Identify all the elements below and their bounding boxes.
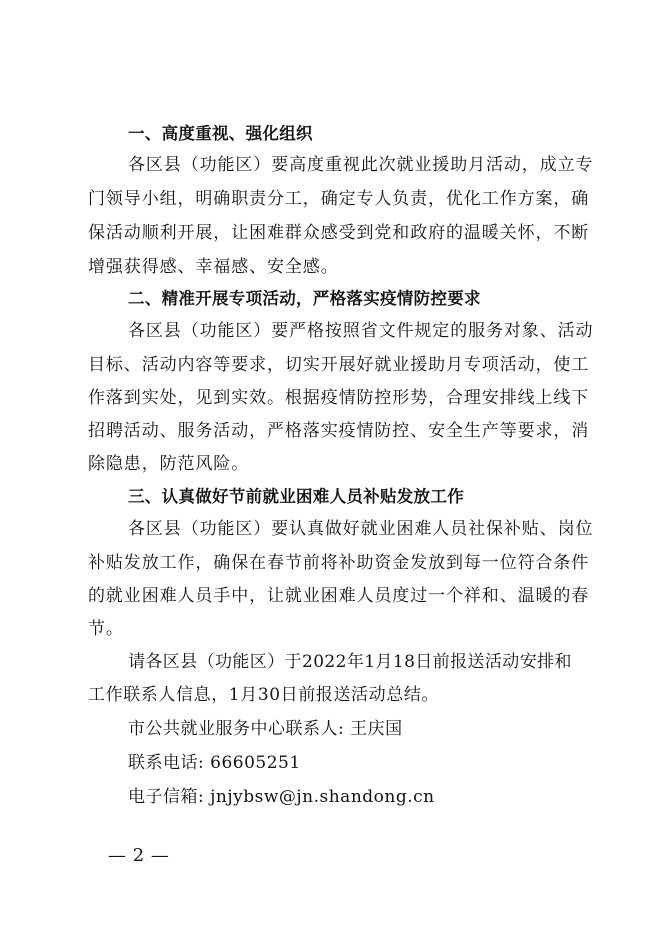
paragraph-line: 节。 (88, 619, 124, 639)
section-heading-1: 一、高度重视、强化组织 (128, 124, 313, 143)
paragraph-line: 招聘活动、服务活动，严格落实疫情防控、安全生产等要求，消 (88, 421, 590, 441)
paragraph-line: 门领导小组，明确职责分工，确定专人负责，优化工作方案，确 (88, 189, 590, 209)
paragraph-line: 除隐患，防范风险。 (88, 454, 250, 474)
contact-email: 电子信箱: jnjybsw@jn.shandong.cn (128, 787, 435, 807)
paragraph-line: 增强获得感、幸福感、安全感。 (88, 257, 339, 277)
paragraph-line: 作落到实处，见到实效。根据疫情防控形势，合理安排线上线下 (88, 388, 590, 408)
page-number: — 2 — (108, 845, 170, 866)
paragraph-line: 各区县（功能区）要高度重视此次就业援助月活动，成立专 (128, 155, 594, 175)
section-heading-3: 三、认真做好节前就业困难人员补贴发放工作 (128, 487, 464, 506)
paragraph-line: 的就业困难人员手中，让就业困难人员度过一个祥和、温暖的春 (88, 586, 590, 606)
notice-line: 请各区县（功能区）于2022年1月18日前报送活动安排和 (128, 652, 572, 672)
paragraph-line: 各区县（功能区）要严格按照省文件规定的服务对象、活动 (128, 321, 594, 341)
paragraph-line: 各区县（功能区）要认真做好就业困难人员社保补贴、岗位 (128, 519, 594, 539)
contact-person: 市公共就业服务中心联系人: 王庆国 (128, 719, 403, 739)
section-heading-2: 二、精准开展专项活动，严格落实疫情防控要求 (128, 289, 481, 308)
notice-line: 工作联系人信息，1月30日前报送活动总结。 (88, 685, 440, 705)
paragraph-line: 目标、活动内容等要求，切实开展好就业援助月专项活动，使工 (88, 355, 590, 375)
paragraph-line: 保活动顺利开展，让困难群众感受到党和政府的温暖关怀，不断 (88, 223, 590, 243)
contact-phone: 联系电话: 66605251 (128, 753, 301, 773)
paragraph-line: 补贴发放工作，确保在春节前将补助资金发放到每一位符合条件 (88, 553, 590, 573)
